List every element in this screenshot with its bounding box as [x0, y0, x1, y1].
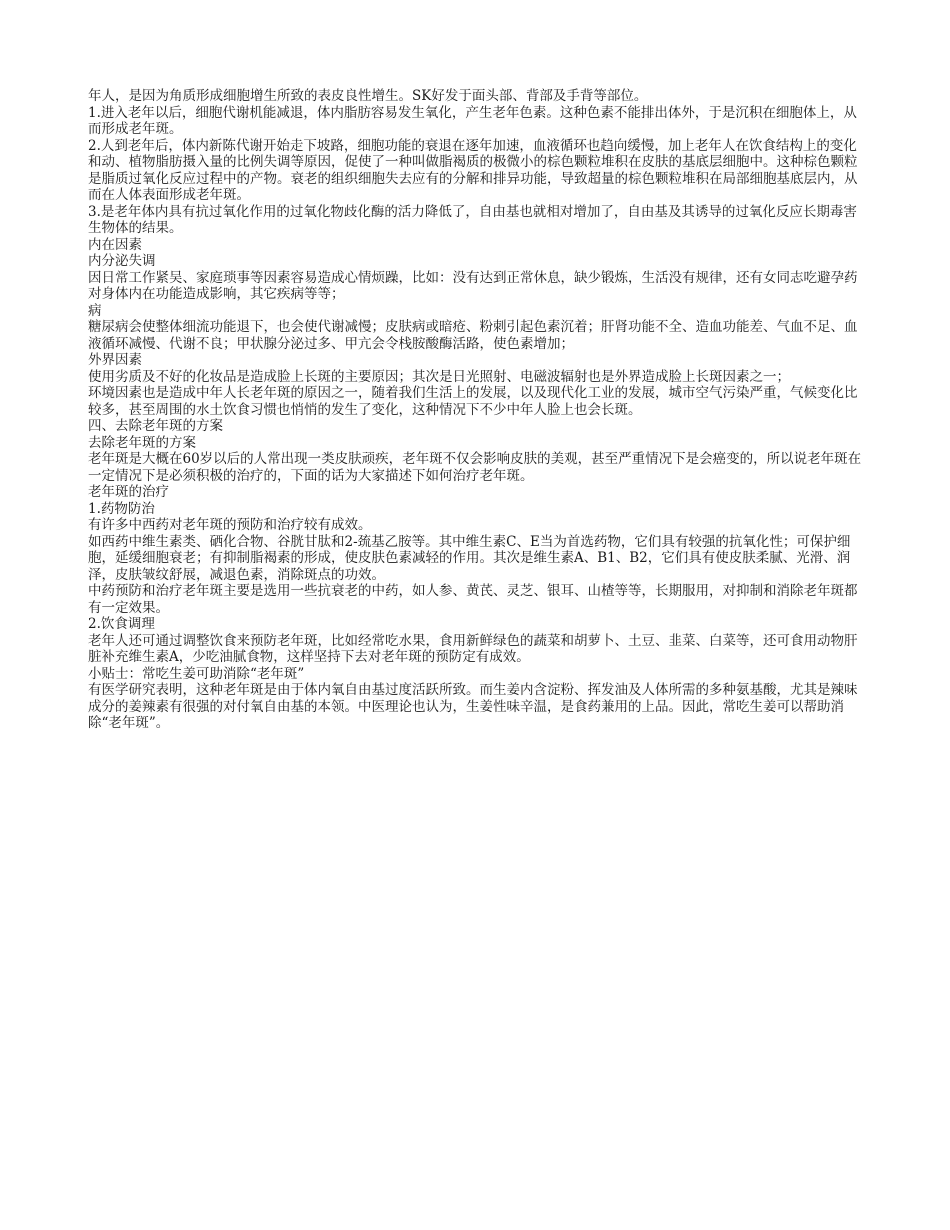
heading: 外界因素	[88, 352, 142, 368]
paragraph: 3.是老年体内具有抗过氧化作用的过氧化物歧化酶的活力降低了，自由基也就相对增加了，自由基及其诱导的过氧化反应长期毒害生物体的结果。	[88, 203, 857, 236]
paragraph: 老年人还可通过调整饮食来预防老年斑，比如经常吃水果，食用新鲜绿色的蔬菜和胡萝卜、土豆、韭菜、白菜等，还可食用动物肝脏补充维生素A，少吃油腻食物，这样坚持下去对老年斑的预防定有成效。	[88, 632, 858, 665]
heading: 四、去除老年斑的方案	[88, 418, 223, 434]
heading: 病	[88, 302, 102, 319]
paragraph: 年人，是因为角质形成细胞增生所致的表皮良性增生。SK好发于面头部、背部及手背等部位。	[88, 88, 648, 104]
document-body	[88, 88, 870, 732]
paragraph: 糖尿病会使整体细流功能退下，也会使代谢减慢；皮肤病或暗疮、粉刺引起色素沉着；肝肾功能不全、造血功能差、气血不足、血液循环减慢、代谢不良；甲状腺分泌过多、甲亢会令栈胺酸酶活路，使色素增加；	[88, 319, 858, 352]
heading: 1.药物防治	[88, 500, 155, 517]
paragraph: 中药预防和治疗老年斑主要是选用一些抗衰老的中药，如人参、黄芪、灵芝、银耳、山楂等等，长期服用，对抑制和消除老年斑都有一定效果。	[88, 583, 858, 616]
paragraph: 1.进入老年以后，细胞代谢机能减退，体内脂肪容易发生氧化，产生老年色素。这种色素不能排出体外，于是沉积在细胞体上，从而形成老年斑。	[88, 104, 857, 137]
paragraph: 使用劣质及不好的化妆品是造成脸上长斑的主要原因；其次是日光照射、电磁波辐射也是外界造成脸上长斑因素之一；	[88, 368, 790, 385]
paragraph: 有许多中西药对老年斑的预防和治疗较有成效。	[88, 517, 372, 533]
paragraph: 环境因素也是造成中年人长老年斑的原因之一，随着我们生活上的发展，以及现代化工业的发展，城市空气污染严重，气候变化比较多，甚至周围的水土饮食习惯也悄悄的发生了变化，这种情况下不少中年人脸上也会长斑。	[88, 385, 858, 418]
heading: 2.饮食调理	[88, 616, 155, 632]
paragraph: 如西药中维生素类、硒化合物、谷胱甘肽和2-巯基乙胺等。其中维生素C、E当为首选药物，它们具有较强的抗氧化性；可保护细胞，延缓细胞衰老；有抑制脂褐素的形成，使皮肤色素减轻的作用。其次是维生素A、B1、B2，它们具有使皮肤柔腻、光滑、润泽，皮肤皱纹舒展，减退色素，消除斑点的功效。	[88, 533, 851, 583]
heading: 老年斑的治疗	[88, 484, 169, 500]
paragraph: 有医学研究表明，这种老年斑是由于体内氧自由基过度活跃所致。而生姜内含淀粉、挥发油及人体所需的多种氨基酸，尤其是辣味成分的姜辣素有很强的对付氧自由基的本领。中医理论也认为，生姜性味辛温，是食药兼用的上品。因此，常吃生姜可以帮助消除“老年斑”。	[88, 682, 858, 731]
paragraph: 2.人到老年后，体内新陈代谢开始走下坡路，细胞功能的衰退在逐年加速，血液循环也趋向缓慢，加上老年人在饮食结构上的变化和动、植物脂肪摄入量的比例失调等原因，促使了一种叫做脂褐质的极微小的棕色颗粒堆积在皮肤的基底层细胞中。这种棕色颗粒是脂质过氧化反应过程中的产物。衰老的组织细胞失去应有的分解和排异功能，导致超量的棕色颗粒堆积在局部细胞基底层内，从而在人体表面形成老年斑。	[88, 137, 858, 203]
paragraph: 老年斑是大概在60岁以后的人常出现一类皮肤顽疾，老年斑不仅会影响皮肤的美观，甚至严重情况下是会癌变的，所以说老年斑在一定情况下是必须积极的治疗的，下面的话为大家描述下如何治疗老年斑。	[88, 451, 862, 484]
heading: 内在因素	[88, 236, 142, 253]
heading: 去除老年斑的方案	[88, 434, 196, 451]
heading: 小贴士：常吃生姜可助消除“老年斑”	[88, 665, 305, 682]
heading: 内分泌失调	[88, 253, 156, 269]
paragraph: 因日常工作紧吴、家庭琐事等因素容易造成心情烦躁，比如：没有达到正常休息，缺少锻炼，生活没有规律，还有女同志吃避孕药对身体内在功能造成影响，其它疾病等等；	[88, 269, 858, 302]
